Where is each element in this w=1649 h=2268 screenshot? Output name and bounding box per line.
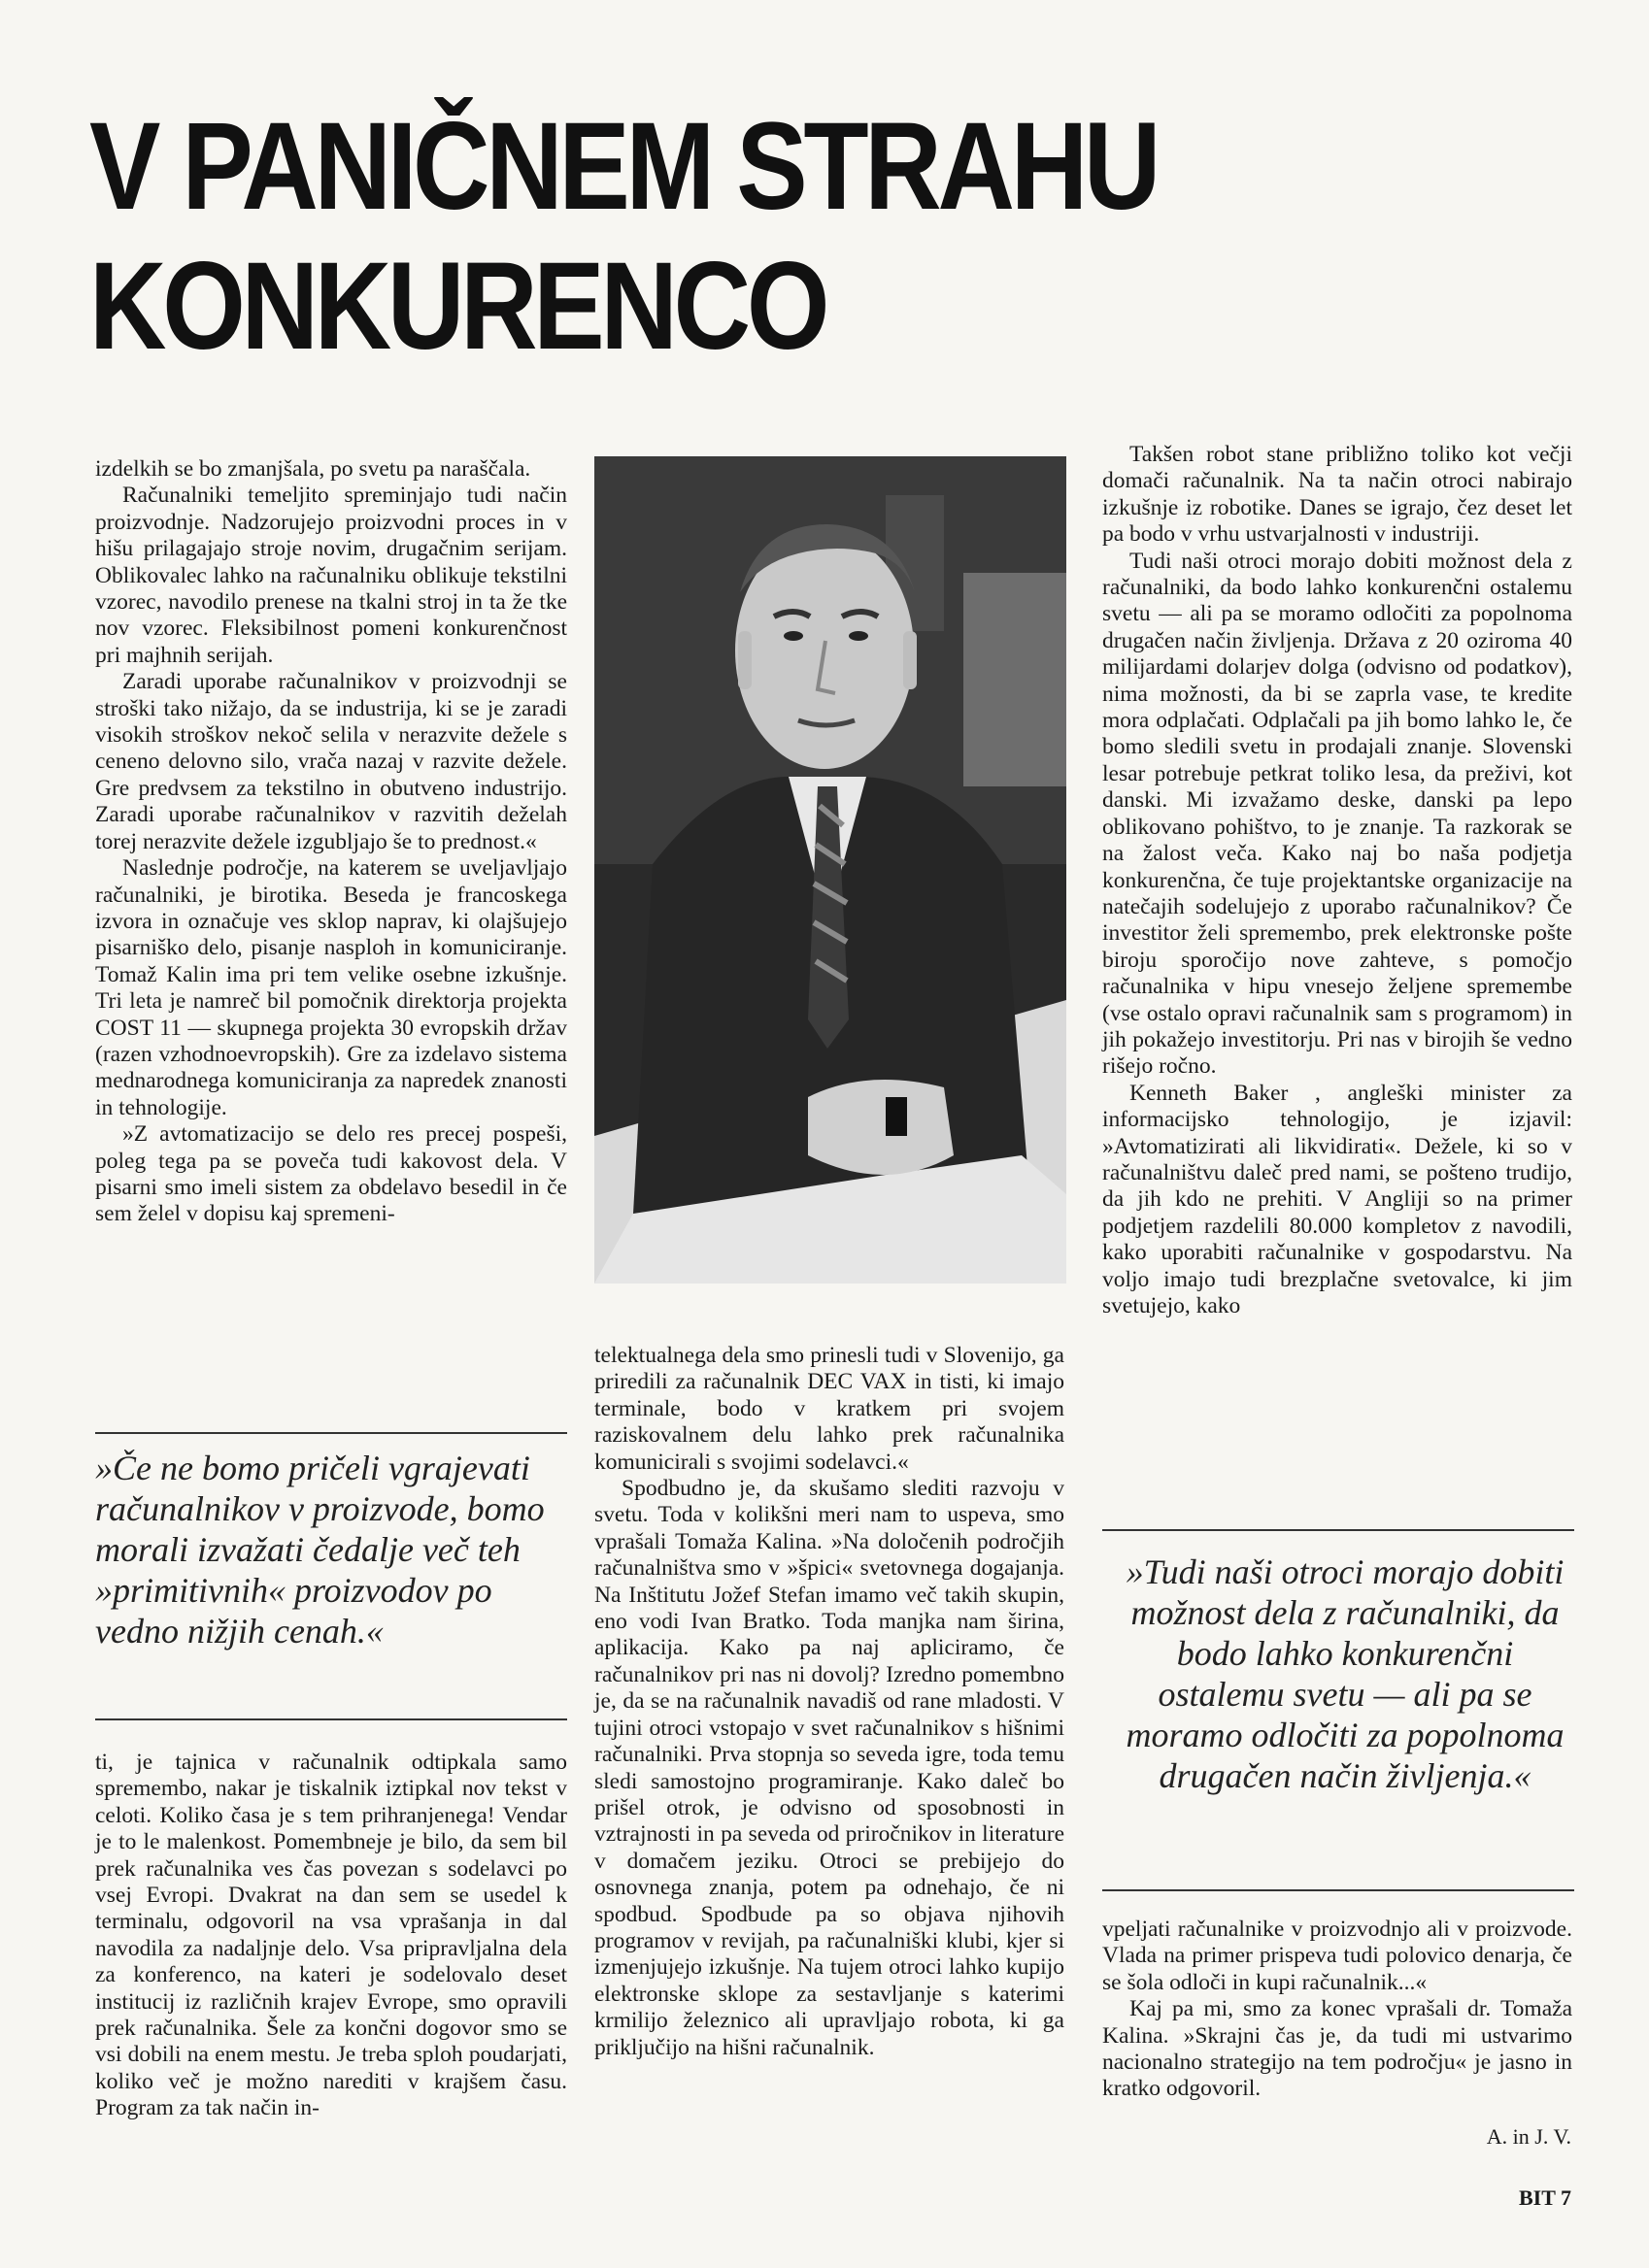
headline <box>89 97 1158 377</box>
pull-quote-1: »Če ne bomo pričeli vgrajevati računalnikov v proizvode, bomo morali izvažati čedalje več teh »primitivnih« proizvodov po vedno nižjih cenah.« <box>95 1449 545 1651</box>
pull-quote-rule-top <box>1102 1529 1574 1531</box>
pull-quote-rule-bottom <box>95 1718 567 1720</box>
page-number: BIT 7 <box>1518 2185 1571 2210</box>
paragraph: »Z avtomatizacijo se delo res precej pospeši, poleg tega pa se poveča tudi kakovost dela. V pisarni smo imeli sistem za obdelavo besedil in če sem želel v dopisu kaj spremeni- <box>95 1121 567 1227</box>
paragraph: Zaradi uporabe računalnikov v proizvodnji se stroški tako nižajo, da se industrija, ki se je zaradi visokih stroškov nekoč selila v nerazvite dežele s ceneno delovno silo, vrača nazaj v razvite dežele. Gre predvsem za tekstilno in obutveno industrijo. Zaradi uporabe računalnikov v razvitih deželah torej nerazvite dežele izgubljajo še to prednost.« <box>95 669 567 854</box>
column-3-bottom <box>1102 1917 1572 2103</box>
paragraph: Tudi naši otroci morajo dobiti možnost dela z računalniki, da bodo lahko konkurenčni ostalemu svetu — ali pa se moramo odločiti za popolnoma drugačen način življenja. Država z 20 oziroma 40 milijardami dolarjev dolga (odvisno od podatkov), nima možnosti, da bi se zaprla vase, te kredite mora odplačati. Odplačali pa jih bomo lahko le, če bomo sledili svetu in prodajali znanje. Slovenski lesar potrebuje petkrat toliko lesa, da preživi, kot danski. Mi izvažamo deske, danski pa lepo oblikovano pohištvo, to je znanje. Ta razkorak se na žalost veča. Kako naj bo naša podjetja konkurenčna, če tuje projektantske organizacije na natečajih sodelujejo z uporabo računalnikov? Če investitor želi spremembo, prek elektronske pošte biroju sporočijo nove zahteve, s pomočjo računalnika v hipu vnesejo željene spremembe (vse ostalo opravi računalnik sam s programom) in jih pokažejo investitorju. Pri nas v birojih še vedno rišejo ročno. <box>1102 548 1572 1080</box>
paragraph: Kaj pa mi, smo za konec vprašali dr. Tomaža Kalina. »Skrajni čas je, da tudi mi ustvarimo nacionalno strategijo na tem področju« je jasno in kratko odgovoril. <box>1102 1996 1572 2102</box>
headline-line-2: KONKURENCO <box>89 237 826 376</box>
author-signature: A. in J. V. <box>1486 2124 1571 2149</box>
portrait-photo <box>594 456 1066 1284</box>
paragraph: Naslednje področje, na katerem se uveljavljajo računalniki, je birotika. Beseda je francoskega izvora in označuje ves sklop naprav, ki olajšujejo pisarniško delo, pisanje nasploh in komuniciranje. Tomaž Kalin ima pri tem velike osebne izkušnje. Tri leta je namreč bil pomočnik direktorja projekta COST 11 — skupnega projekta 30 evropskih držav (razen vzhodnoevropskih). Gre za izdelavo sistema mednarodnega komuniciranja za napredek znanosti in tehnologije. <box>95 855 567 1120</box>
headline-line-1: V PANIČNEM STRAHU <box>89 97 1158 236</box>
column-1-bottom <box>95 1750 567 2122</box>
pull-quote-2: »Tudi naši otroci morajo dobiti možnost dela z računalniki, da bodo lahko konkurenčni ostalemu svetu — ali pa se moramo odločiti za popolnoma drugačen način življenja.« <box>1126 1552 1565 1795</box>
pull-quote-rule-bottom <box>1102 1889 1574 1891</box>
paragraph: ti, je tajnica v računalnik odtipkala samo spremembo, nakar je tiskalnik iztipkal nov tekst v celoti. Koliko časa je s tem prihranjenega! Vendar je to le malenkost. Pomembneje je bilo, da sem bil prek računalnika ves čas povezan s sodelavci po vsej Evropi. Dvakrat na dan sem se usedel k terminalu, odgovoril na vsa vprašanja in dal navodila za nadaljnje delo. Vsa pripravljalna dela za konferenco, na kateri je sodelovalo deset institucij iz različnih krajev Evrope, smo opravili prek računalnika. Šele za končni dogovor smo se vsi dobili na enem mestu. Je treba sploh poudarjati, koliko več je možno narediti v krajšem času. Program za tak način in- <box>95 1750 567 2121</box>
paragraph: Kenneth Baker , angleški minister za informacijsko tehnologijo, je izjavil: »Avtomatizirati ali likvidirati«. Dežele, ki so v računalništvu daleč pred nami, se pošteno trudijo, da jih kdo ne prehiti. V Angliji so na primer podjetjem razdelili 80.000 kompletov z navodili, kako uporabiti računalnike v gospodarstvu. Na voljo imajo tudi brezplačne svetovalce, ki jim svetujejo, kako <box>1102 1080 1572 1318</box>
paragraph: Takšen robot stane približno toliko kot večji domači računalnik. Na ta način otroci nabirajo izkušnje iz robotike. Danes se igrajo, čez deset let pa bodo v vrhu ustvarjalnosti v industriji. <box>1102 442 1572 548</box>
column-2 <box>594 1343 1064 2061</box>
column-1-top <box>95 456 567 1228</box>
paragraph: telektualnega dela smo prinesli tudi v Slovenijo, ga priredili za računalnik DEC VAX in tisti, ki imajo terminale, bodo v kratkem pri svojem raziskovalnem delu lahko prek računalnika komunicirali s svojimi sodelavci.« <box>594 1343 1064 1475</box>
portrait-illustration <box>594 456 1066 1284</box>
paragraph: Spodbudno je, da skušamo slediti razvoju v svetu. Toda v kolikšni meri nam to uspeva, smo vprašali Tomaža Kalina. »Na določenih področjih računalništva smo v »špici« svetovnega dogajanja. Na Inštitutu Jožef Stefan imamo več takih skupin, eno vodi Ivan Bratko. Toda manjka nam širina, aplikacija. Kako pa naj apliciramo, če računalnikov pri nas ni dovolj? Izredno pomembno je, da se na računalnik navadiš od rane mladosti. V tujini otroci vstopajo v svet računalnikov s hišnimi računalniki. Prva stopnja so seveda igre, toda temu sledi samostojno programiranje. Kako daleč bo prišel otrok, je odvisno od sposobnosti in vztrajnosti in pa seveda od priročnikov in literature v domačem jeziku. Otroci se prebijejo do osnovnega znanja, potem pa odnehajo, če ni spodbud. Spodbude pa so objava njihovih programov v revijah, pa računalniški klubi, kjer si izmenjujejo izkušnje. Na tujem otroci lahko kupijo elektronske sklope za sestavljanje s katerimi krmilijo železnico ali upravljajo robota, ki ga priključijo na hišni računalnik. <box>594 1476 1064 2060</box>
column-3-top <box>1102 442 1572 1319</box>
pull-quote-rule-top <box>95 1432 567 1434</box>
paragraph: Računalniki temeljito spreminjajo tudi način proizvodnje. Nadzorujejo proizvodni proces in v hišu prilagajajo stroje novim, drugačnim serijam. Oblikovalec lahko na računalniku oblikuje tekstilni vzorec, navodilo prenese na tkalni stroj in ta že tke nov vzorec. Fleksibilnost pomeni konkurenčnost pri majhnih serijah. <box>95 483 567 668</box>
paragraph: vpeljati računalnike v proizvodnjo ali v proizvode. Vlada na primer prispeva tudi polovico denarja, če se šola odloči in kupi računalnik...« <box>1102 1917 1572 1995</box>
paragraph: izdelkih se bo zmanjšala, po svetu pa naraščala. <box>95 456 531 482</box>
